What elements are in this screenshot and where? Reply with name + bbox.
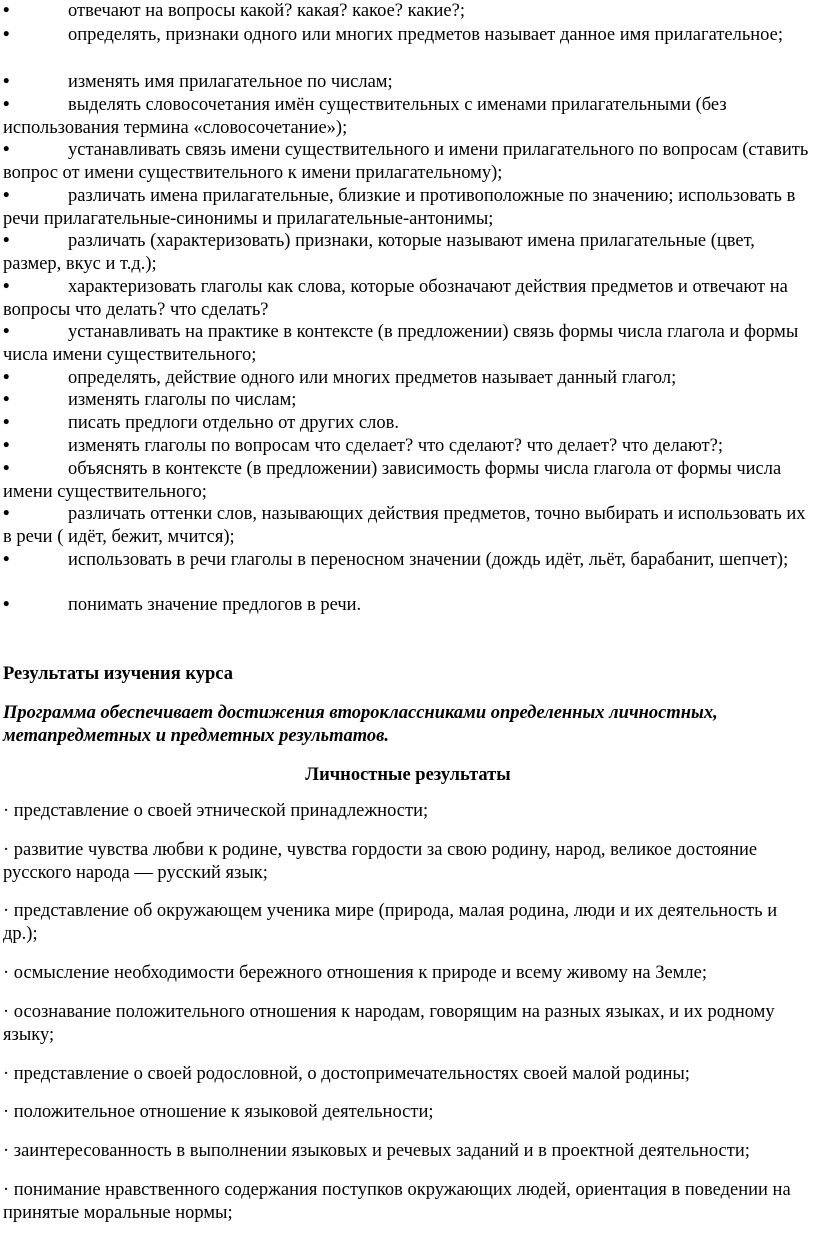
- bullet-icon: •: [3, 550, 10, 570]
- list-item-text: различать (характеризовать) признаки, которые называют имена прилагательные (цвет, размер, вкус и т.д.);: [3, 231, 755, 274]
- list-item: [3, 503, 811, 549]
- list-item: [3, 230, 811, 276]
- list-item-text: устанавливать связь имени существительного и имени прилагательного по вопросам (ставить вопрос от имени существительного к имени прилагательному);: [3, 140, 809, 183]
- bullet-icon: •: [3, 413, 10, 433]
- list-item: [3, 367, 811, 390]
- list-item: [3, 24, 811, 47]
- list-item: [3, 412, 811, 435]
- list-item: [3, 276, 811, 322]
- bullet-icon: •: [3, 25, 10, 45]
- bullet-icon: •: [3, 459, 10, 479]
- intro-paragraph: Программа обеспечивает достижения второклассниками определенных личностных, метапредметных и предметных результатов.: [3, 703, 718, 746]
- bullet-icon: •: [3, 322, 10, 342]
- list-item-text: различать имена прилагательные, близкие и противоположные по значению; использовать в речи прилагательные-синонимы и прилагательные-антонимы;: [3, 186, 796, 229]
- list-item: · представление о своей родословной, о достопримечательностях своей малой родины;: [3, 1064, 690, 1084]
- bullet-icon: •: [3, 95, 10, 115]
- list-item: · представление об окружающем ученика мире (природа, малая родина, люди и их деятельность и др.);: [3, 901, 778, 944]
- bullet-icon: •: [3, 231, 10, 251]
- list-item-text: писать предлоги отдельно от других слов.: [68, 413, 399, 433]
- list-item: · понимание нравственного содержания поступков окружающих людей, ориентация в поведении на принятые моральные нормы;: [3, 1180, 791, 1223]
- list-item-text: изменять имя прилагательное по числам;: [68, 72, 393, 92]
- list-item: [3, 458, 811, 504]
- list-item-text: отвечают на вопросы какой? какая? какое? какие?;: [68, 1, 465, 21]
- list-item-text: устанавливать на практике в контексте (в предложении) связь формы числа глагола и формы числа имени существительного;: [3, 322, 799, 365]
- bullet-icon: •: [3, 390, 10, 410]
- list-item-text: использовать в речи глаголы в переносном значении (дождь идёт, льёт, барабанит, шепчет);: [68, 550, 789, 570]
- list-item: [3, 185, 811, 231]
- bullet-icon: •: [3, 1, 10, 21]
- list-item: · представление о своей этнической принадлежности;: [3, 801, 429, 821]
- list-item: [3, 389, 811, 412]
- list-item: · осознавание положительного отношения к народам, говорящим на разных языках, и их родному языку;: [3, 1002, 775, 1045]
- list-item: · развитие чувства любви к родине, чувства гордости за свою родину, народ, великое достояние русского народа — русский язык;: [3, 840, 758, 883]
- list-item-text: понимать значение предлогов в речи.: [68, 595, 362, 615]
- bullet-icon: •: [3, 436, 10, 456]
- list-item-text: определять, признаки одного или многих предметов называет данное имя прилагательное;: [68, 25, 784, 45]
- list-item-text: объяснять в контексте (в предложении) зависимость формы числа глагола от формы числа имени существительного;: [3, 459, 782, 502]
- list-item: · положительное отношение к языковой деятельности;: [3, 1102, 434, 1122]
- bullet-icon: •: [3, 140, 10, 160]
- bullet-icon: •: [3, 277, 10, 297]
- list-item: [3, 435, 811, 458]
- list-item: [3, 594, 811, 617]
- list-item-text: выделять словосочетания имён существительных с именами прилагательными (без использования термина «словосочетание»);: [3, 95, 727, 138]
- bullet-icon: •: [3, 72, 10, 92]
- bullet-icon: •: [3, 504, 10, 524]
- list-item: · заинтересованность в выполнении языковых и речевых заданий и в проектной деятельности;: [3, 1141, 750, 1161]
- list-item: [3, 0, 811, 23]
- list-item: [3, 71, 811, 94]
- list-item-text: различать оттенки слов, называющих действия предметов, точно выбирать и использовать их в речи ( идёт, бежит, мчится);: [3, 504, 806, 547]
- bullet-icon: •: [3, 186, 10, 206]
- section-title: Результаты изучения курса: [3, 664, 233, 684]
- list-item-text: изменять глаголы по вопросам что сделает? что сделают? что делает? что делают?;: [68, 436, 723, 456]
- bullet-icon: •: [3, 368, 10, 388]
- list-item: [3, 139, 811, 185]
- list-item: [3, 549, 811, 572]
- bullet-icon: •: [3, 595, 10, 615]
- list-item: [3, 94, 811, 140]
- subsection-title: Личностные результаты: [305, 765, 511, 785]
- list-item-text: определять, действие одного или многих предметов называет данный глагол;: [68, 368, 677, 388]
- list-item-text: характеризовать глаголы как слова, которые обозначают действия предметов и отвечают на вопросы что делать? что сделать?: [3, 277, 788, 320]
- list-item: [3, 321, 811, 367]
- list-item: · осмысление необходимости бережного отношения к природе и всему живому на Земле;: [3, 963, 707, 983]
- list-item-text: изменять глаголы по числам;: [68, 390, 297, 410]
